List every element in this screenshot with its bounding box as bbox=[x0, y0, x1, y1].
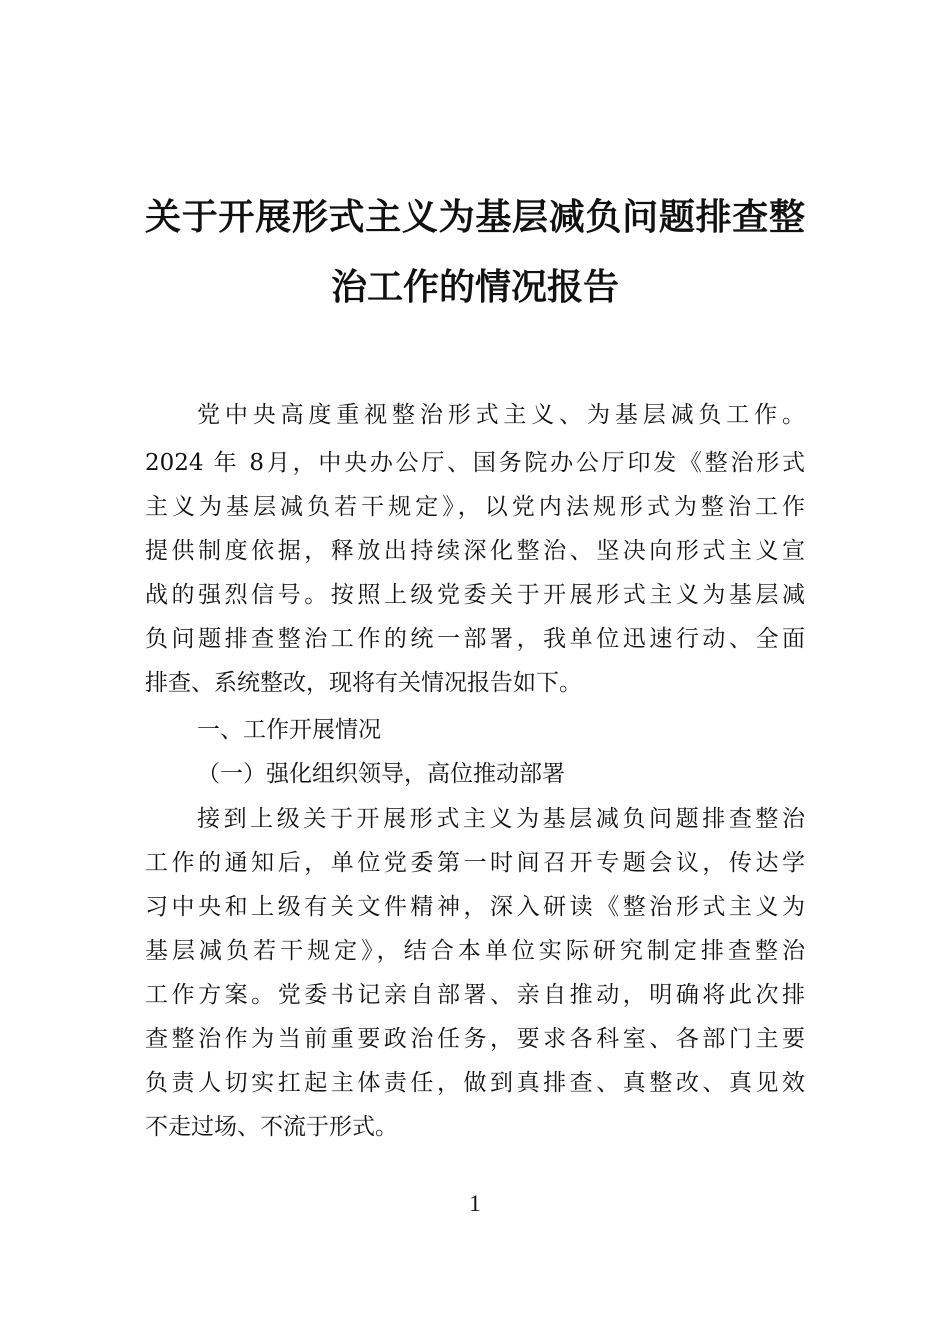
paragraph-2-line-5: 工作方案。党委书记亲自部署、亲自推动，明确将此次排 bbox=[145, 982, 805, 1008]
paragraph-1-line-3: 主义为基层减负若干规定》，以党内法规形式为整治工作 bbox=[145, 494, 805, 520]
paragraph-2-line-4: 基层减负若干规定》，结合本单位实际研究制定排查整治 bbox=[145, 938, 805, 964]
paragraph-2-line-3: 习中央和上级有关文件精神，深入研读《整治形式主义为 bbox=[145, 894, 805, 920]
paragraph-2-line-2: 工作的通知后，单位党委第一时间召开专题会议，传达学 bbox=[145, 850, 805, 876]
paragraph-2-line-6: 查整治作为当前重要政治任务，要求各科室、各部门主要 bbox=[145, 1026, 805, 1052]
paragraph-2-line-8: 不走过场、不流于形式。 bbox=[145, 1114, 398, 1140]
document-title-line-1: 关于开展形式主义为基层减负问题排查整 bbox=[145, 197, 805, 238]
paragraph-1-line-7: 排查、系统整改，现将有关情况报告如下。 bbox=[145, 670, 582, 696]
section-heading-1: 一、工作开展情况 bbox=[197, 717, 381, 743]
paragraph-1-line-4: 提供制度依据，释放出持续深化整治、坚决向形式主义宣 bbox=[145, 538, 805, 564]
subsection-heading-1: （一）强化组织领导，高位推动部署 bbox=[197, 761, 565, 787]
page-number: 1 bbox=[469, 1191, 481, 1216]
paragraph-1-line-2: 2024 年 8月，中央办公厅、国务院办公厅印发《整治形式 bbox=[145, 450, 805, 476]
document-title-line-2: 治工作的情况报告 bbox=[330, 267, 619, 308]
paragraph-2-line-1: 接到上级关于开展形式主义为基层减负问题排查整治 bbox=[197, 806, 805, 832]
paragraph-2-line-7: 负责人切实扛起主体责任，做到真排查、真整改、真见效 bbox=[145, 1070, 805, 1096]
paragraph-1-line-1: 党中央高度重视整治形式主义、为基层减负工作。 bbox=[197, 402, 805, 428]
paragraph-1-line-6: 负问题排查整治工作的统一部署，我单位迅速行动、全面 bbox=[145, 626, 805, 652]
paragraph-1-line-5: 战的强烈信号。按照上级党委关于开展形式主义为基层减 bbox=[145, 582, 805, 608]
